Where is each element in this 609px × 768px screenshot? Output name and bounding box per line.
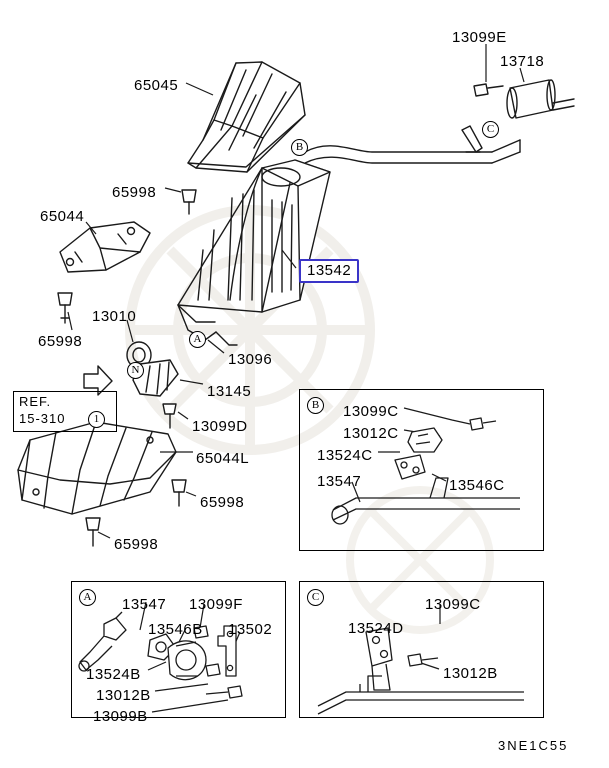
panel-a-label-13099F[interactable]: 13099F [189, 596, 243, 613]
part-label-65045[interactable]: 65045 [134, 77, 179, 94]
panel-a-label-13502[interactable]: 13502 [228, 621, 273, 638]
part-label-65044L[interactable]: 65044L [196, 450, 250, 467]
part-label-13099D[interactable]: 13099D [192, 418, 248, 435]
panel-a-label-13524B[interactable]: 13524B [86, 666, 141, 683]
panel-b-letter: B [307, 397, 324, 414]
panel-a-letter: A [79, 589, 96, 606]
part-label-65044[interactable]: 65044 [40, 208, 85, 225]
reference-line1: REF. [19, 394, 52, 409]
part-label-65998-shield[interactable]: 65998 [200, 494, 245, 511]
part-label-13718[interactable]: 13718 [500, 53, 545, 70]
panel-a-label-13547[interactable]: 13547 [122, 596, 167, 613]
part-label-13096[interactable]: 13096 [228, 351, 273, 368]
panel-b-label-13099C[interactable]: 13099C [343, 403, 399, 420]
highlighted-part-13542[interactable]: 13542 [299, 259, 359, 283]
panel-c-label-13524D[interactable]: 13524D [348, 620, 404, 637]
part-label-13145[interactable]: 13145 [207, 383, 252, 400]
panel-a-label-13012B[interactable]: 13012B [96, 687, 151, 704]
panel-b-box [299, 389, 544, 551]
panel-b-label-13547[interactable]: 13547 [317, 473, 362, 490]
panel-a-label-13099B[interactable]: 13099B [93, 708, 148, 725]
callout-c-main[interactable]: C [482, 121, 499, 138]
part-label-13099E[interactable]: 13099E [452, 29, 507, 46]
drawing-code: 3NE1C55 [498, 738, 569, 753]
panel-b-label-13546C[interactable]: 13546C [449, 477, 505, 494]
reference-line2: 15-310 [19, 411, 66, 426]
panel-c-letter: C [307, 589, 324, 606]
panel-c-box [299, 581, 544, 718]
panel-c-label-13099C[interactable]: 13099C [425, 596, 481, 613]
part-label-65998-upper[interactable]: 65998 [112, 184, 157, 201]
panel-b-label-13524C[interactable]: 13524C [317, 447, 373, 464]
callout-a-main[interactable]: A [189, 331, 206, 348]
panel-b-label-13012C[interactable]: 13012C [343, 425, 399, 442]
callout-n-main: N [127, 362, 144, 379]
part-label-13010[interactable]: 13010 [92, 308, 137, 325]
reference-circle-1: 1 [88, 411, 105, 428]
panel-c-label-13012B[interactable]: 13012B [443, 665, 498, 682]
panel-a-label-13546B[interactable]: 13546B [148, 621, 203, 638]
part-label-65998-left[interactable]: 65998 [38, 333, 83, 350]
callout-b-main[interactable]: B [291, 139, 308, 156]
part-label-65998-bottom[interactable]: 65998 [114, 536, 159, 553]
